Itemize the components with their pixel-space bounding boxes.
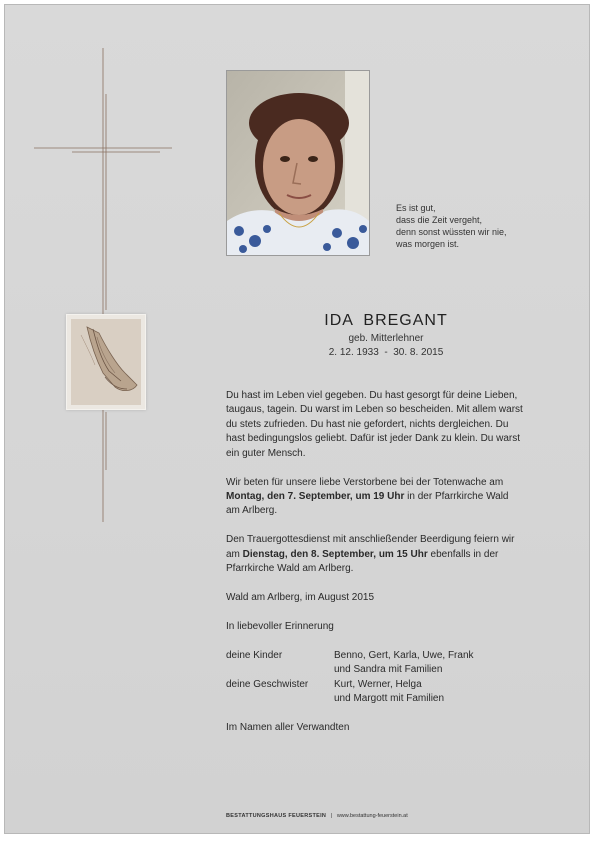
quote: [396, 202, 507, 250]
first-name: IDA: [324, 312, 354, 329]
remembrance: In liebevoller Erinnerung: [226, 620, 334, 632]
text-line: hast bedingungslos geliebt. Dafür ist jeder Dank zu klein. Du warst: [226, 433, 521, 445]
obituary-text: [226, 389, 556, 735]
family-list: [226, 649, 556, 707]
quote-line: was morgen ist.: [396, 239, 460, 249]
family-names: Kurt, Werner, Helga: [334, 678, 422, 690]
wake-date: Montag, den 7. September, um 19 Uhr: [226, 490, 405, 502]
funeral-text: Den Trauergottesdienst mit anschließender Beerdigung feiern wir: [226, 534, 515, 546]
quote-line: dass die Zeit vergeht,: [396, 215, 483, 225]
family-names: und Sandra mit Familien: [334, 664, 443, 676]
wake-text-end: am Arlberg.: [226, 505, 278, 517]
family-label: deine Geschwister: [226, 678, 309, 690]
portrait-photo: [226, 70, 370, 256]
quote-line: Es ist gut,: [396, 203, 436, 213]
birth-name: geb. Mitterlehner: [348, 333, 424, 344]
deceased-name: [226, 312, 546, 330]
quote-line: denn sonst wüssten wir nie,: [396, 227, 507, 237]
funeral-date: Dienstag, den 8. September, um 15 Uhr: [242, 548, 428, 560]
family-label: deine Kinder: [226, 649, 283, 661]
praying-hands-icon: [66, 314, 146, 410]
funeral-home-name: BESTATTUNGSHAUS FEUERSTEIN: [226, 813, 327, 819]
family-names: Benno, Gert, Karla, Uwe, Frank: [334, 649, 474, 661]
text-line: du stets zufrieden. Du hast nie gefordert, nichts dergleichen. Du: [226, 418, 509, 430]
life-dates: 2. 12. 1933 - 30. 8. 2015: [328, 347, 444, 358]
funeral-line: am Dienstag, den 8. September, um 15 Uhr ebenfalls in der: [226, 548, 499, 560]
funeral-text-end: Pfarrkirche Wald am Arlberg.: [226, 563, 354, 575]
text-line: Du hast im Leben viel gegeben. Du hast gesorgt für deine Lieben,: [226, 390, 518, 401]
text-line: ein guter Mensch.: [226, 447, 306, 459]
family-names: und Margott mit Familien: [334, 693, 445, 704]
footer-website: www.bestattung-feuerstein.at: [336, 813, 408, 819]
wake-line: Montag, den 7. September, um 19 Uhr in der Pfarrkirche Wald: [226, 490, 509, 502]
footer-separator: |: [330, 813, 333, 819]
last-name: BREGANT: [363, 312, 448, 329]
wake-text: Wir beten für unsere liebe Verstorbene bei der Totenwache am: [226, 476, 504, 488]
relatives: Im Namen aller Verwandten: [226, 721, 350, 733]
footer: [226, 813, 408, 819]
place-date: Wald am Arlberg, im August 2015: [226, 591, 375, 603]
text-line: taugaus, tagein. Du warst im Leben so bescheiden. Mit allem warst: [226, 404, 523, 416]
